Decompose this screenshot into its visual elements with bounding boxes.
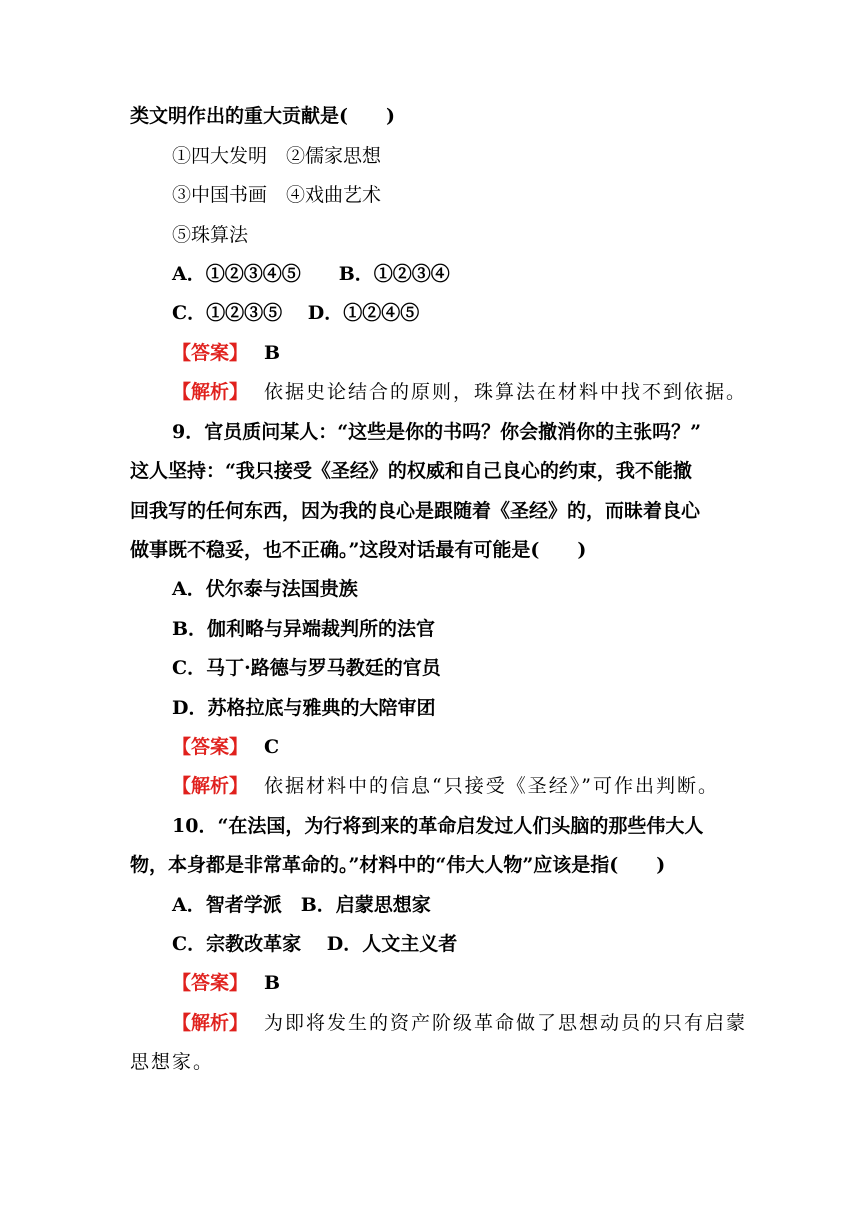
analysis-tag: 【解析】 <box>172 775 249 797</box>
analysis-text: 为即将发生的资产阶级革命做了思想动员的只有启蒙 <box>264 1012 748 1034</box>
answer-tag: 【答案】 <box>172 972 249 994</box>
q8-analysis-line <box>172 377 747 407</box>
analysis-text: 依据材料中的信息“只接受《圣经》”可作出判断。 <box>264 775 719 797</box>
q9-stem-line: 回我写的任何东西，因为我的良心是跟随着《圣经》的，而昧着良心 <box>130 500 701 522</box>
q10-stem-line: 10．“在法国，为行将到来的革命启发过人们头脑的那些伟大人 <box>172 815 704 837</box>
answer-value: B <box>264 972 281 994</box>
q8-item-line: ③中国书画 ④戏曲艺术 <box>172 184 382 206</box>
q10-options-cd: C．宗教改革家 D．人文主义者 <box>172 933 458 955</box>
q9-answer-line <box>172 732 279 762</box>
q8-answer-line <box>172 338 280 368</box>
q10-analysis-line <box>172 1008 747 1038</box>
q10-analysis-continuation: 思想家。 <box>130 1051 215 1073</box>
q9-option: B．伽利略与异端裁判所的法官 <box>172 618 436 640</box>
answer-value: C <box>264 736 280 758</box>
q10-answer-line <box>172 968 280 998</box>
q8-item-line: ⑤珠算法 <box>172 224 249 246</box>
q9-stem-line: 做事既不稳妥，也不正确。”这段对话最有可能是( ) <box>130 539 587 561</box>
q8-item-line: ①四大发明 ②儒家思想 <box>172 145 382 167</box>
q8-options-ab: A．①②③④⑤ B．①②③④ <box>172 263 450 285</box>
answer-tag: 【答案】 <box>172 342 249 364</box>
q9-option: C．马丁·路德与罗马教廷的官员 <box>172 657 441 679</box>
answer-tag: 【答案】 <box>172 736 249 758</box>
analysis-tag: 【解析】 <box>172 381 249 403</box>
analysis-tag: 【解析】 <box>172 1012 249 1034</box>
q9-option: D．苏格拉底与雅典的大陪审团 <box>172 697 436 719</box>
q8-options-cd: C．①②③⑤ D．①②④⑤ <box>172 302 420 324</box>
q9-stem-line: 这人坚持：“我只接受《圣经》的权威和自己良心的约束，我不能撤 <box>130 460 692 482</box>
q10-stem-line: 物，本身都是非常革命的。”材料中的“伟大人物”应该是指( ) <box>130 854 666 876</box>
answer-value: B <box>264 342 281 364</box>
q10-options-ab: A．智者学派 B．启蒙思想家 <box>172 894 431 916</box>
q9-stem-line: 9．官员质问某人：“这些是你的书吗？你会撤消你的主张吗？” <box>172 421 702 443</box>
q8-stem-tail: 类文明作出的重大贡献是( ) <box>130 105 395 127</box>
q9-option: A．伏尔泰与法国贵族 <box>172 578 358 600</box>
analysis-text: 依据史论结合的原则，珠算法在材料中找不到依据。 <box>264 381 748 403</box>
q9-analysis-line <box>172 771 719 801</box>
